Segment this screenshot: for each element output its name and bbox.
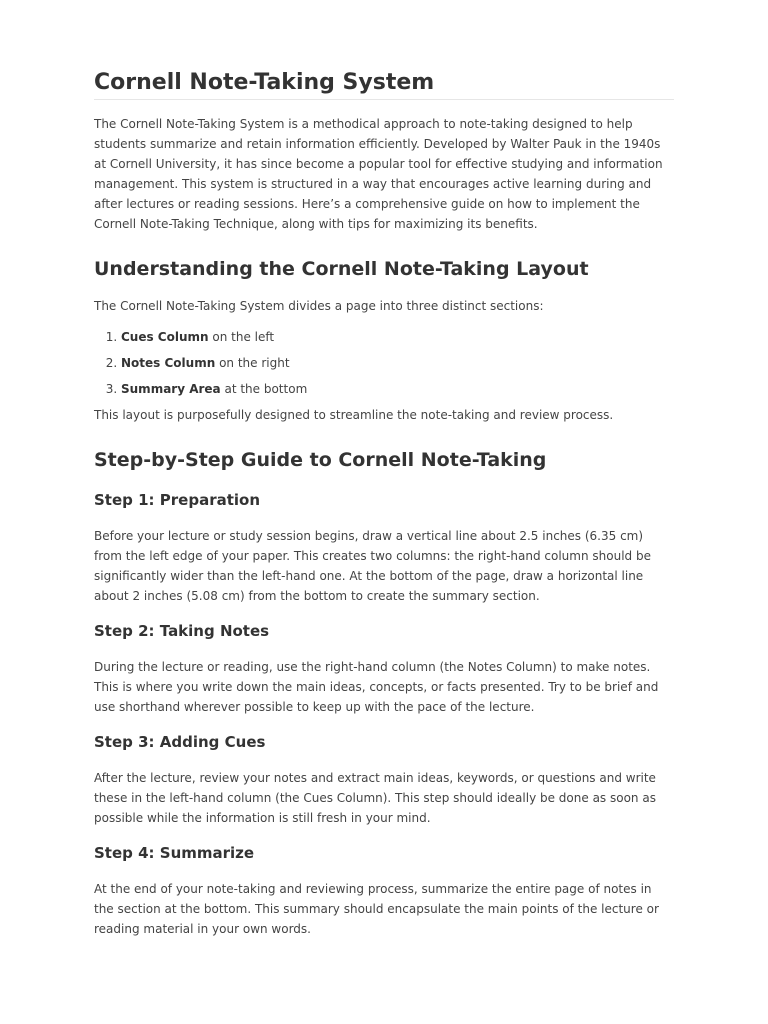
sections-list (94, 327, 674, 399)
step-1-heading: Step 1: Preparation (94, 491, 261, 509)
list-item-bold: Notes Column (121, 356, 216, 370)
list-item-text: at the bottom (220, 382, 308, 396)
step-2-heading: Step 2: Taking Notes (94, 622, 270, 640)
layout-lead-paragraph: The Cornell Note-Taking System divides a page into three distinct sections: (94, 299, 544, 313)
list-item-bold: Summary Area (121, 382, 221, 396)
intro-paragraph: The Cornell Note-Taking System is a methodical approach to note-taking designed to help students summarize and retain information efficiently. Developed by Walter Pauk in the 1940s at Cornell University, it has since become a popular tool for effective studying and information management. This system is structured in a way that encourages active learning during and after lectures or reading sessions. Here’s a comprehensive guide on how to implement the Cornell Note-Taking Technique, along with tips for maximizing its benefits. (94, 117, 663, 231)
step-2-paragraph: During the lecture or reading, use the right-hand column (the Notes Column) to make notes. This is where you write down the main ideas, concepts, or facts presented. Try to be brief and use shorthand wherever possible to keep up with the pace of the lecture. (94, 660, 659, 714)
page-title: Cornell Note-Taking System (94, 67, 674, 100)
layout-heading: Understanding the Cornell Note-Taking Layout (94, 258, 589, 280)
list-item-text: on the left (208, 330, 275, 344)
step-3-paragraph: After the lecture, review your notes and extract main ideas, keywords, or questions and write these in the left-hand column (the Cues Column). This step should ideally be done as soon as possible while the information is still fresh in your mind. (94, 771, 656, 825)
step-1-paragraph: Before your lecture or study session begins, draw a vertical line about 2.5 inches (6.35 cm) from the left edge of your paper. This creates two columns: the right-hand column should be significantly wider than the left-hand one. At the bottom of the page, draw a horizontal line about 2 inches (5.08 cm) from the bottom to create the summary section. (94, 529, 651, 603)
list-item (121, 353, 674, 373)
layout-closing-paragraph: This layout is purposefully designed to streamline the note-taking and review process. (94, 408, 614, 422)
list-item-bold: Cues Column (121, 330, 209, 344)
list-item (121, 379, 674, 399)
guide-heading: Step-by-Step Guide to Cornell Note-Taking (94, 449, 547, 471)
list-item (121, 327, 674, 347)
step-4-heading: Step 4: Summarize (94, 844, 255, 862)
step-4-paragraph: At the end of your note-taking and reviewing process, summarize the entire page of notes in the section at the bottom. This summary should encapsulate the main points of the lecture or reading material in your own words. (94, 882, 659, 936)
step-3-heading: Step 3: Adding Cues (94, 733, 266, 751)
list-item-text: on the right (215, 356, 290, 370)
